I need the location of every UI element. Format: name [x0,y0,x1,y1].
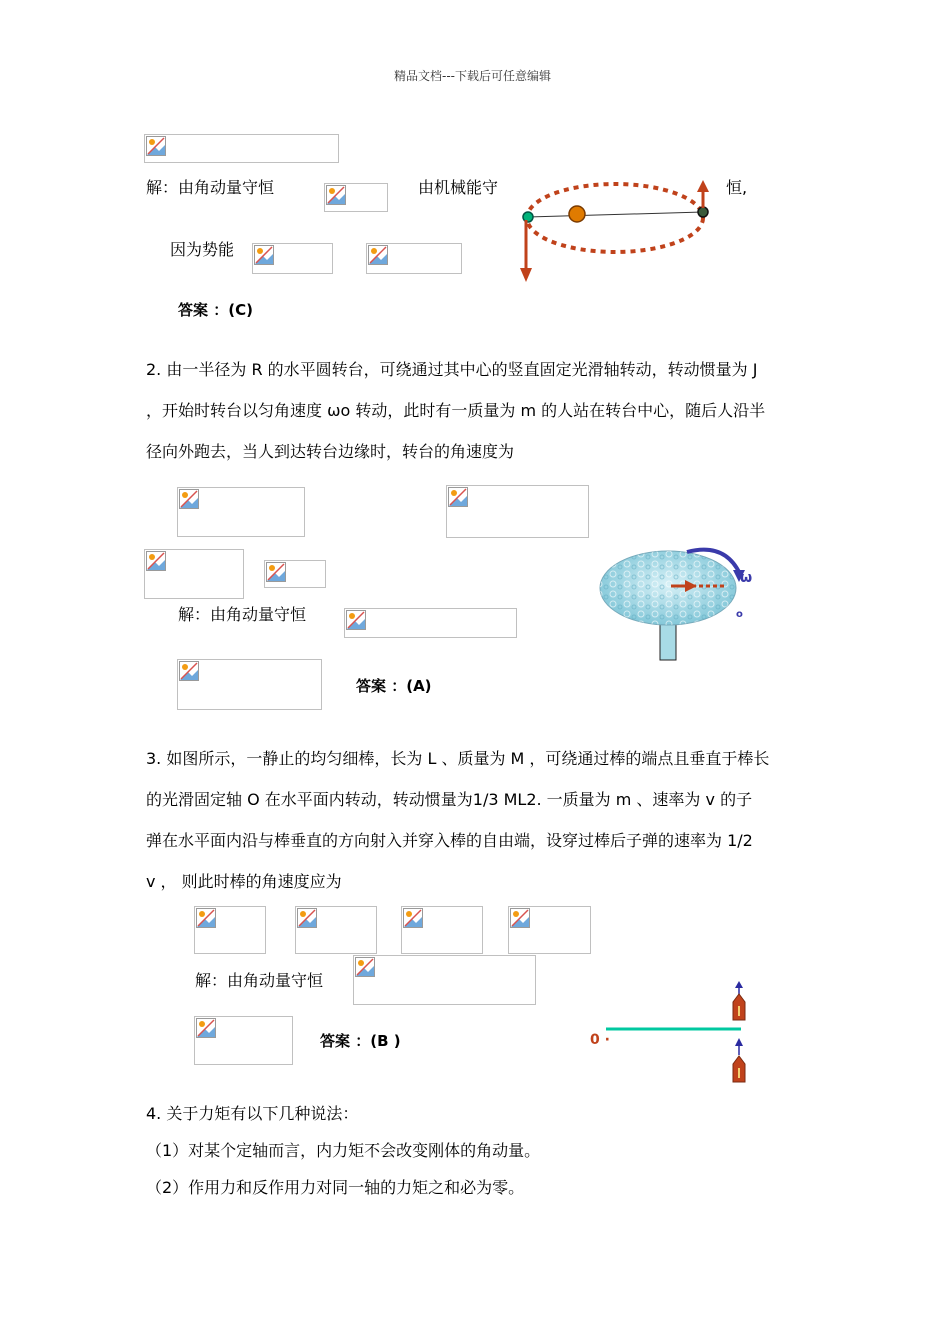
q1-reason-text: 因为势能 [170,240,235,259]
formula-image-placeholder [177,659,322,710]
formula-image-placeholder [252,243,333,274]
omega-zero-subscript: o [736,609,743,620]
formula-image-placeholder [353,955,536,1005]
option-image-placeholder [264,560,326,588]
option-image-placeholder [446,485,589,538]
q2-solution-text: 解：由角动量守恒 [178,605,307,624]
broken-image-icon [179,661,199,681]
broken-image-icon [448,487,468,507]
broken-image-icon [326,185,346,205]
axis-o-label: 0 · [590,1032,610,1048]
q3-answer: 答案 ：(B ) [320,1032,401,1050]
omega-label: ω [740,570,753,586]
formula-image-placeholder [144,134,339,163]
option-image-placeholder [295,906,377,954]
bullet-after-highlight [738,1006,740,1016]
turntable-texture [600,551,736,625]
q1-rotating-ellipse-figure [512,172,722,284]
broken-image-icon [196,908,216,928]
broken-image-icon [346,610,366,630]
q2-answer: 答案 ：(A) [356,677,432,695]
option-image-placeholder [144,549,244,599]
broken-image-icon [368,245,388,265]
q1-solution-text-1: 解：由角动量守恒 [146,178,275,197]
bullet-before-highlight [738,1068,740,1078]
right-end-ball [698,207,708,217]
q2-turntable-figure [595,540,765,664]
q3-line-3: 弹在水平面内沿与棒垂直的方向射入并穿入棒的自由端，设穿过棒后子弹的速率为 1/2 [146,831,753,850]
formula-image-placeholder [194,1016,293,1065]
broken-image-icon [146,136,166,156]
broken-image-icon [403,908,423,928]
broken-image-icon [196,1018,216,1038]
q1-answer: 答案 ：(C) [178,301,253,319]
bullet-in-arrow-head [735,1038,743,1046]
broken-image-icon [297,908,317,928]
q3-line-1: 3. 如图所示，一静止的均匀细棒，长为 L 、质量为 M ，可绕通过棒的端点且垂直于棒长 [146,749,770,768]
q4-line-3: （2）作用力和反作用力对同一轴的力矩之和必为零。 [146,1178,525,1197]
q2-line-1: 2. 由一半径为 R 的水平圆转台，可绕通过其中心的竖直固定光滑轴转动，转动惯量为 J [146,360,758,379]
formula-image-placeholder [324,183,388,212]
formula-image-placeholder [344,608,517,638]
q4-line-2: （1）对某个定轴而言，内力矩不会改变刚体的角动量。 [146,1141,541,1160]
q1-solution-text-2: 由机械能守 [418,178,499,197]
q3-rod-bullet-figure [588,980,758,1085]
page-header: 精品文档---下载后可任意编辑 [394,69,551,83]
dashed-orbit [527,184,703,252]
q4-line-1: 4. 关于力矩有以下几种说法： [146,1104,359,1123]
turntable-axle [660,620,676,660]
broken-image-icon [146,551,166,571]
broken-image-icon [254,245,274,265]
q3-line-4: v ， 则此时棒的角速度应为 [146,872,342,891]
q2-line-3: 径向外跑去，当人到达转台边缘时，转台的角速度为 [146,442,515,461]
option-image-placeholder [177,487,305,537]
down-arrow-head [520,268,532,282]
q2-line-2: ，开始时转台以匀角速度 ωo 转动，此时有一质量为 m 的人站在转台中心，随后人沿半 [146,401,766,420]
broken-image-icon [179,489,199,509]
broken-image-icon [266,562,286,582]
up-arrow-head [697,180,709,192]
q3-line-2: 的光滑固定轴 O 在水平面内转动，转动惯量为1/3 ML2. 一质量为 m 、速率为 v 的子 [146,790,753,809]
option-image-placeholder [508,906,591,954]
broken-image-icon [355,957,375,977]
option-image-placeholder [401,906,483,954]
q1-solution-text-3: 恒, [726,178,748,197]
option-image-placeholder [194,906,266,954]
formula-image-placeholder [366,243,462,274]
rod-line [528,212,703,217]
broken-image-icon [510,908,530,928]
q3-solution-text: 解：由角动量守恒 [195,971,324,990]
bullet-out-arrow-head [735,981,743,988]
center-ball [569,206,585,222]
